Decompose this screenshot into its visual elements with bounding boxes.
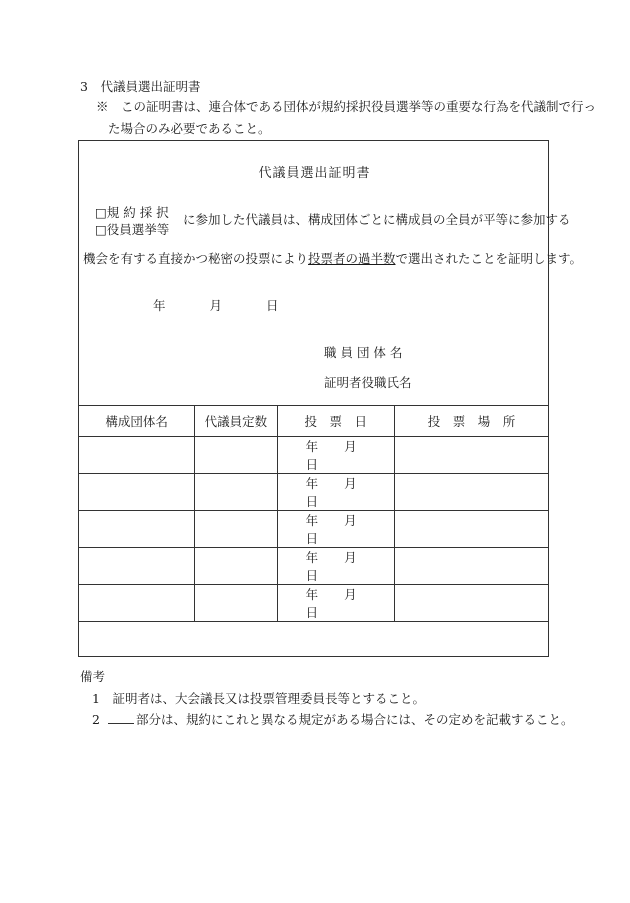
remark-item-2 — [92, 710, 573, 728]
body-text-post: で選出されたことを証明します。 — [395, 251, 583, 266]
vote-date-cell[interactable]: 年 月日 — [277, 585, 394, 622]
table-row — [79, 474, 549, 511]
table-row — [79, 511, 549, 548]
vote-place-cell[interactable] — [395, 548, 549, 585]
certificate-form — [78, 140, 583, 657]
note-line-1: ※ この証明書は、連合体である団体が規約採択役員選挙等の重要な行為を代議制で行っ — [96, 99, 597, 114]
delegate-quota-cell[interactable] — [195, 437, 277, 474]
vote-place-cell[interactable] — [395, 437, 549, 474]
vote-date-cell[interactable]: 年 月日 — [277, 437, 394, 474]
delegate-quota-cell[interactable] — [195, 548, 277, 585]
certificate-date — [153, 296, 278, 314]
header-vote-place: 投 票 場 所 — [395, 406, 549, 437]
table-header-row — [79, 406, 549, 437]
vote-date-cell[interactable]: 年 月日 — [277, 548, 394, 585]
form-title: 代議員選出証明書 — [258, 166, 371, 181]
vote-date-cell[interactable]: 年 月日 — [277, 511, 394, 548]
certificate-body-line-1: に参加した代議員は、構成団体ごとに構成員の全員が平等に参加する — [183, 212, 571, 227]
checkbox-rule-adoption[interactable]: □規 約 採 択 — [95, 205, 169, 220]
body-text-underlined: 投票者の過半数 — [308, 251, 396, 266]
table-row — [79, 548, 549, 585]
header-member-org: 構成団体名 — [79, 406, 195, 437]
section-heading: 3 代議員選出証明書 — [80, 79, 201, 94]
checkbox-officer-election[interactable]: □役員選挙等 — [95, 222, 170, 237]
table-row — [79, 437, 549, 474]
member-org-cell[interactable] — [79, 548, 195, 585]
vote-place-cell[interactable] — [395, 474, 549, 511]
remark-item-2-text: 部分は、規約にこれと異なる規定がある場合には、その定めを記載すること。 — [135, 712, 574, 727]
org-name-label: 職 員 団 体 名 — [324, 345, 403, 360]
remarks-title: 備考 — [80, 669, 106, 684]
header-vote-date: 投 票 日 — [277, 406, 394, 437]
blank-notes-area[interactable] — [79, 589, 548, 657]
member-org-cell[interactable] — [79, 437, 195, 474]
header-delegate-quota: 代議員定数 — [195, 406, 277, 437]
member-org-cell[interactable] — [79, 474, 195, 511]
remark-item-1: 1 証明者は、大会議長又は投票管理委員長等とすること。 — [92, 691, 425, 706]
underline-sample — [108, 711, 134, 724]
delegate-quota-cell[interactable] — [195, 474, 277, 511]
vote-date-cell[interactable]: 年 月日 — [277, 474, 394, 511]
remark-item-2-number: 2 — [92, 712, 100, 727]
vote-place-cell[interactable] — [395, 511, 549, 548]
certifier-label: 証明者役職氏名 — [324, 375, 412, 390]
date-month-label: 月 — [209, 298, 222, 313]
member-org-cell[interactable] — [79, 511, 195, 548]
date-day-label: 日 — [265, 298, 279, 313]
body-text-pre: 機会を有する直接かつ秘密の投票により — [83, 251, 309, 266]
date-year-label: 年 — [153, 298, 166, 313]
certificate-body-line-2 — [83, 249, 582, 267]
delegate-quota-cell[interactable] — [195, 511, 277, 548]
note-line-2: た場合のみ必要であること。 — [108, 121, 271, 136]
